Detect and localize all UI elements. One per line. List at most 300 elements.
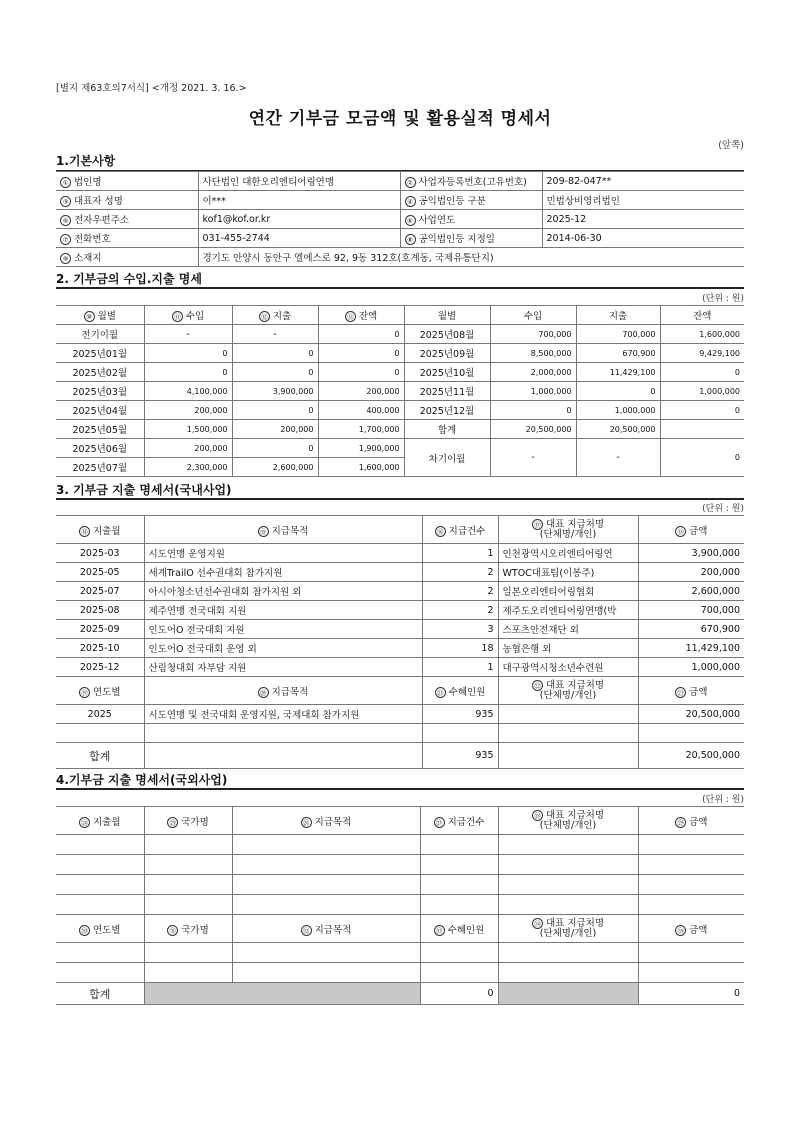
count-text: 3 xyxy=(487,623,494,635)
recipient-text: WTOC대표팀(이봉주) xyxy=(502,568,595,579)
item-number-marker: ㉒ xyxy=(532,680,543,691)
item-number-marker: ⑫ xyxy=(259,311,270,322)
carry-forward-label-text: 차기이월 xyxy=(428,453,466,465)
col-country xyxy=(144,807,232,835)
col-recipient-text: 대표 지급처명 xyxy=(545,519,605,530)
balance-cell xyxy=(660,344,744,363)
month-cell xyxy=(404,325,490,344)
field-value-text: 사단법인 대한오리엔티어링연맹 xyxy=(202,177,334,188)
total-label xyxy=(56,743,144,769)
amount xyxy=(638,658,744,677)
income-cell-text: 1,500,000 xyxy=(186,424,228,434)
item-number-marker: ⑲ xyxy=(79,687,90,698)
income-cell-text: 200,000 xyxy=(194,443,228,453)
purpose-text: 인도어O 전국대회 운영 외 xyxy=(148,644,257,655)
item-number-marker: ⑪ xyxy=(172,311,183,322)
field-value-text: 이*** xyxy=(202,196,226,207)
income-cell xyxy=(144,458,232,477)
expense-cell xyxy=(232,363,318,382)
col-expense xyxy=(576,306,660,325)
item-number-marker: ㉕ xyxy=(167,817,178,828)
col-balance-text: 잔액 xyxy=(693,311,712,322)
empty-cell xyxy=(144,743,422,769)
balance-cell-text: 1,900,000 xyxy=(358,443,400,453)
col-expense-text: 지출 xyxy=(608,311,628,322)
col-count xyxy=(420,807,498,835)
expense-month xyxy=(56,544,144,563)
field-label xyxy=(400,172,542,191)
recipient-text: 일본오리엔티어링협회 xyxy=(502,587,595,598)
expense-cell-text: 670,900 xyxy=(622,348,656,358)
empty-cell xyxy=(56,724,144,743)
expense-cell-text: 20,500,000 xyxy=(609,424,656,434)
amount xyxy=(638,582,744,601)
total-amount xyxy=(638,743,744,769)
month-cell xyxy=(56,382,144,401)
total-count-text: 0 xyxy=(487,988,494,999)
count xyxy=(422,563,498,582)
col-month xyxy=(404,306,490,325)
balance-cell xyxy=(660,420,744,439)
income-expense-row xyxy=(56,382,744,401)
expense-cell xyxy=(232,458,318,477)
expense-cell-text: 0 xyxy=(308,405,314,415)
empty-cell xyxy=(498,724,638,743)
domestic-total-row xyxy=(56,743,744,769)
col-beneficiaries xyxy=(422,677,498,705)
purpose-text: 제주연맹 전국대회 지원 xyxy=(148,606,247,617)
field-value-text: 209-82-047** xyxy=(546,175,612,187)
balance-cell-text: 1,600,000 xyxy=(358,462,400,472)
domestic-header xyxy=(56,516,744,544)
expense-cell-text: 0 xyxy=(308,443,314,453)
col-year xyxy=(56,677,144,705)
empty-cell xyxy=(638,855,744,875)
income-expense-row xyxy=(56,401,744,420)
balance-cell xyxy=(318,458,404,477)
balance-cell xyxy=(318,382,404,401)
empty-cell xyxy=(638,963,744,983)
basic-info-table xyxy=(56,171,744,267)
income-cell-text: 20,500,000 xyxy=(525,424,572,434)
field-label-text: 전화번호 xyxy=(74,234,111,245)
field-value xyxy=(542,172,744,191)
basic-info-row xyxy=(56,210,744,229)
item-number-marker: ㉖ xyxy=(301,817,312,828)
domestic-row xyxy=(56,601,744,620)
col-country-text: 국가명 xyxy=(181,924,209,936)
income-cell-text: 0 xyxy=(566,405,572,415)
recipient-text: 제주도오리엔티어링연맹(박 xyxy=(502,606,617,617)
income-cell-text: 8,500,000 xyxy=(530,348,572,358)
item-number-marker: ⑬ xyxy=(345,311,356,322)
address-value xyxy=(198,248,744,267)
income-cell-text: 2,000,000 xyxy=(530,367,572,377)
balance-cell xyxy=(318,401,404,420)
domestic-row xyxy=(56,620,744,639)
income-cell xyxy=(144,363,232,382)
purpose-text: 인도어O 전국대회 지원 xyxy=(148,625,245,636)
address-value-text: 경기도 안양시 동안구 엘에스로 92, 9동 312호(호계동, 국제유통단지) xyxy=(202,253,494,264)
month-cell-text: 2025년03월 xyxy=(72,387,128,398)
empty-row xyxy=(56,875,744,895)
empty-cell xyxy=(498,743,638,769)
expense-cell xyxy=(232,382,318,401)
col-income xyxy=(144,306,232,325)
recipient xyxy=(498,705,638,724)
expense-cell-text: 11,429,100 xyxy=(609,367,656,377)
balance-cell xyxy=(318,363,404,382)
recipient xyxy=(498,563,638,582)
empty-cell xyxy=(56,943,144,963)
balance-cell-text: 0 xyxy=(394,329,400,339)
col-recipient xyxy=(498,807,638,835)
income-expense-header xyxy=(56,306,744,325)
item-number-marker: ⑳ xyxy=(258,687,269,698)
empty-cell xyxy=(56,835,144,855)
year xyxy=(56,705,144,724)
field-label xyxy=(56,191,198,210)
col-month-text: 월별 xyxy=(97,311,116,322)
expense-month xyxy=(56,582,144,601)
domestic-year-row xyxy=(56,705,744,724)
expense-cell-text: - xyxy=(273,328,277,340)
empty-cell xyxy=(56,855,144,875)
field-value xyxy=(198,210,400,229)
amount-text: 11,429,100 xyxy=(685,642,740,654)
overseas-year-header xyxy=(56,915,744,943)
basic-info-row xyxy=(56,172,744,191)
item-number-marker: ⑭ xyxy=(79,526,90,537)
month-cell-text: 2025년06월 xyxy=(72,444,128,455)
empty-cell xyxy=(232,835,420,855)
purpose-text: 시도연맹 운영지원 xyxy=(148,549,225,560)
purpose xyxy=(144,658,422,677)
section-2-rule xyxy=(56,287,744,289)
item-number-marker: ⑤ xyxy=(60,215,71,226)
month-cell xyxy=(56,344,144,363)
purpose xyxy=(144,620,422,639)
item-number-marker: ㉔ xyxy=(79,817,90,828)
empty-cell xyxy=(56,895,144,915)
field-value xyxy=(198,191,400,210)
expense-cell xyxy=(576,363,660,382)
address-label-text: 소재지 xyxy=(74,253,102,264)
balance-cell-text: 1,700,000 xyxy=(358,424,400,434)
income-expense-table xyxy=(56,305,744,477)
purpose-text: 시도연맹 및 전국대회 운영지원, 국제대회 참가지원 xyxy=(148,710,360,721)
month-cell xyxy=(56,420,144,439)
empty-cell xyxy=(638,724,744,743)
field-label xyxy=(56,210,198,229)
expense-month xyxy=(56,620,144,639)
month-cell xyxy=(404,401,490,420)
field-label-text: 사업자등록번호(고유번호) xyxy=(418,177,527,188)
amount-text: 2,600,000 xyxy=(691,585,740,597)
income-cell xyxy=(490,439,576,477)
recipient xyxy=(498,658,638,677)
empty-cell xyxy=(232,943,420,963)
domestic-row xyxy=(56,639,744,658)
month-cell-text: 2025년12월 xyxy=(419,406,475,417)
balance-cell xyxy=(318,420,404,439)
balance-cell-text: 0 xyxy=(734,453,740,462)
item-number-marker: ㉑ xyxy=(435,687,446,698)
count xyxy=(422,658,498,677)
item-number-marker: ㉚ xyxy=(79,925,90,936)
amount xyxy=(638,639,744,658)
income-cell xyxy=(144,325,232,344)
col-recipient-subtext: (단체명/개인) xyxy=(539,690,597,701)
recipient-text: 농협은행 외 xyxy=(502,644,552,655)
col-balance-text: 잔액 xyxy=(358,311,378,322)
expense-month xyxy=(56,563,144,582)
expense-cell-text: 200,000 xyxy=(280,424,314,434)
expense-cell-text: 0 xyxy=(308,367,314,377)
income-cell-text: 0 xyxy=(222,367,228,377)
balance-cell-text: 200,000 xyxy=(366,386,400,396)
amount xyxy=(638,563,744,582)
expense-cell xyxy=(232,401,318,420)
income-expense-row xyxy=(56,420,744,439)
expense-month xyxy=(56,639,144,658)
field-value-text: kof1@kof.or.kr xyxy=(202,213,271,225)
col-purpose xyxy=(144,516,422,544)
document-title: 연간 기부금 모금액 및 활용실적 명세서 xyxy=(248,109,552,129)
income-cell-text: 1,000,000 xyxy=(530,386,572,396)
empty-cell xyxy=(232,963,420,983)
field-value xyxy=(198,229,400,248)
total-label xyxy=(56,983,144,1005)
balance-cell xyxy=(318,325,404,344)
expense-cell xyxy=(576,439,660,477)
field-value xyxy=(542,191,744,210)
income-cell xyxy=(490,363,576,382)
col-expense xyxy=(232,306,318,325)
empty-cell xyxy=(638,875,744,895)
month-cell-text: 2025년11월 xyxy=(419,387,475,398)
total-label-text: 합계 xyxy=(437,425,457,436)
expense-cell-text: 700,000 xyxy=(622,329,656,339)
field-value-text: 031-455-2744 xyxy=(202,232,270,244)
recipient-text: 대구광역시청소년수련원 xyxy=(502,663,604,674)
field-label-text: 사업연도 xyxy=(418,215,456,226)
section-3-unit: (단위 : 원) xyxy=(702,504,744,514)
empty-cell xyxy=(420,963,498,983)
empty-cell xyxy=(232,895,420,915)
income-cell-text: 4,100,000 xyxy=(186,386,228,396)
balance-cell xyxy=(660,325,744,344)
month-cell xyxy=(404,363,490,382)
field-value-text: 민법상비영리법인 xyxy=(546,196,620,207)
beneficiaries-text: 935 xyxy=(475,708,494,720)
amount-text: 200,000 xyxy=(700,566,740,578)
balance-cell-text: 1,000,000 xyxy=(699,386,740,396)
item-number-marker: ⑯ xyxy=(435,526,446,537)
recipient-text: 스포츠안전재단 외 xyxy=(502,625,579,636)
income-cell xyxy=(144,420,232,439)
col-expense-month xyxy=(56,807,144,835)
expense-cell xyxy=(232,420,318,439)
item-number-marker: ㉙ xyxy=(675,817,686,828)
item-number-marker: ③ xyxy=(60,196,71,207)
month-cell-text: 전기이월 xyxy=(81,330,119,341)
col-amount xyxy=(638,807,744,835)
domestic-row xyxy=(56,544,744,563)
field-label xyxy=(56,172,198,191)
field-label-text: 전자우편주소 xyxy=(74,215,130,226)
count xyxy=(422,544,498,563)
section-3-rule xyxy=(56,498,744,500)
expense-month xyxy=(56,658,144,677)
col-recipient-text: 대표 지급처명 xyxy=(545,680,605,691)
empty-cell xyxy=(498,875,638,895)
income-cell-text: 700,000 xyxy=(538,329,572,339)
amount-text: 20,500,000 xyxy=(685,708,740,720)
empty-cell xyxy=(422,724,498,743)
count-text: 2 xyxy=(487,604,494,616)
empty-cell xyxy=(498,855,638,875)
purpose xyxy=(144,705,422,724)
purpose-text: 산림청대회 자부담 지원 xyxy=(148,663,247,674)
income-cell xyxy=(490,344,576,363)
overseas-total-row xyxy=(56,983,744,1005)
month-cell-text: 2025년02월 xyxy=(72,368,128,379)
item-number-marker: ⑱ xyxy=(675,526,686,537)
field-value xyxy=(542,210,744,229)
expense-month-text: 2025-03 xyxy=(79,547,120,559)
count-text: 1 xyxy=(487,547,494,559)
purpose xyxy=(144,639,422,658)
basic-info-row xyxy=(56,229,744,248)
empty-cell xyxy=(232,875,420,895)
item-number-marker: ⑰ xyxy=(532,519,543,530)
item-number-marker: ㉝ xyxy=(434,925,445,936)
month-cell xyxy=(404,382,490,401)
income-expense-row xyxy=(56,363,744,382)
col-recipient xyxy=(498,915,638,943)
income-expense-row xyxy=(56,439,744,458)
col-beneficiaries-text: 수혜인원 xyxy=(448,686,486,698)
col-purpose-text: 지급목적 xyxy=(271,525,309,537)
col-purpose xyxy=(144,677,422,705)
col-count-text: 지급건수 xyxy=(447,816,485,828)
section-4-title: 4.기부금 지출 명세서(국외사업) xyxy=(56,773,228,787)
empty-cell xyxy=(144,943,232,963)
basic-info-row xyxy=(56,191,744,210)
empty-cell xyxy=(638,835,744,855)
field-value-text: 2025-12 xyxy=(546,213,587,225)
month-cell-text: 2025년01월 xyxy=(72,349,128,360)
empty-row xyxy=(56,835,744,855)
expense-month-text: 2025-05 xyxy=(79,566,120,578)
section-4-unit: (단위 : 원) xyxy=(702,795,744,805)
beneficiaries xyxy=(422,705,498,724)
col-recipient-text: 대표 지급처명 xyxy=(545,918,605,929)
income-cell xyxy=(490,420,576,439)
empty-cell xyxy=(144,724,422,743)
item-number-marker: ④ xyxy=(405,196,416,207)
col-purpose-text: 지급목적 xyxy=(314,816,352,828)
col-beneficiaries-text: 수혜인원 xyxy=(447,924,485,936)
balance-cell-text: 0 xyxy=(734,405,740,415)
month-cell-text: 2025년05월 xyxy=(72,425,128,436)
balance-cell-text: 400,000 xyxy=(366,405,400,415)
expense-month-text: 2025-07 xyxy=(79,585,120,597)
amount-text: 3,900,000 xyxy=(691,547,740,559)
item-number-marker: ㉛ xyxy=(167,925,178,936)
expense-cell xyxy=(576,401,660,420)
amount-text: 700,000 xyxy=(700,604,740,616)
expense-month xyxy=(56,601,144,620)
col-balance xyxy=(660,306,744,325)
item-number-marker: ⑩ xyxy=(84,311,95,322)
address-row xyxy=(56,248,744,267)
col-purpose xyxy=(232,915,420,943)
empty-cell xyxy=(420,895,498,915)
overseas-header xyxy=(56,807,744,835)
total-amount-text: 0 xyxy=(733,988,740,999)
field-label xyxy=(56,229,198,248)
empty-cell xyxy=(420,855,498,875)
amount-text: 1,000,000 xyxy=(691,661,740,673)
income-cell xyxy=(490,401,576,420)
section-2-title: 2. 기부금의 수입.지출 명세 xyxy=(56,272,202,286)
field-label-text: 대표자 성명 xyxy=(74,196,123,207)
col-income xyxy=(490,306,576,325)
balance-cell xyxy=(318,344,404,363)
empty-cell xyxy=(498,835,638,855)
balance-cell-text: 0 xyxy=(394,367,400,377)
count-text: 18 xyxy=(481,642,494,654)
recipient-text: 인천광역시오리엔티어링연 xyxy=(502,549,613,560)
empty-cell xyxy=(144,855,232,875)
month-cell xyxy=(56,458,144,477)
balance-cell-text: 9,429,100 xyxy=(699,348,740,358)
empty-row xyxy=(56,895,744,915)
expense-cell-text: 2,600,000 xyxy=(272,462,314,472)
income-cell xyxy=(144,344,232,363)
expense-cell-text: - xyxy=(616,452,620,463)
purpose-text: 세계TrailO 선수권대회 참가지원 xyxy=(148,568,283,579)
month-cell-text: 2025년08월 xyxy=(419,330,475,341)
total-count xyxy=(422,743,498,769)
item-number-marker: ⑥ xyxy=(405,215,416,226)
income-cell-text: - xyxy=(186,328,190,340)
recipient xyxy=(498,620,638,639)
expense-month-text: 2025-10 xyxy=(79,642,120,654)
recipient xyxy=(498,544,638,563)
empty-row xyxy=(56,724,744,743)
expense-cell xyxy=(576,325,660,344)
empty-cell xyxy=(420,943,498,963)
field-label xyxy=(400,191,542,210)
count-text: 2 xyxy=(487,566,494,578)
count-text: 1 xyxy=(487,661,494,673)
field-label-text: 공익법인등 지정일 xyxy=(418,234,495,245)
empty-cell xyxy=(56,963,144,983)
item-number-marker: ㉓ xyxy=(675,687,686,698)
empty-cell xyxy=(638,895,744,915)
income-cell-text: 2,300,000 xyxy=(186,462,228,472)
amount-text: 670,900 xyxy=(700,623,740,635)
expense-month-text: 2025-09 xyxy=(79,623,120,635)
section-4-rule xyxy=(56,788,744,790)
col-country-text: 국가명 xyxy=(181,816,209,828)
recipient xyxy=(498,601,638,620)
expense-cell-text: 0 xyxy=(308,348,314,358)
total-label xyxy=(404,420,490,439)
